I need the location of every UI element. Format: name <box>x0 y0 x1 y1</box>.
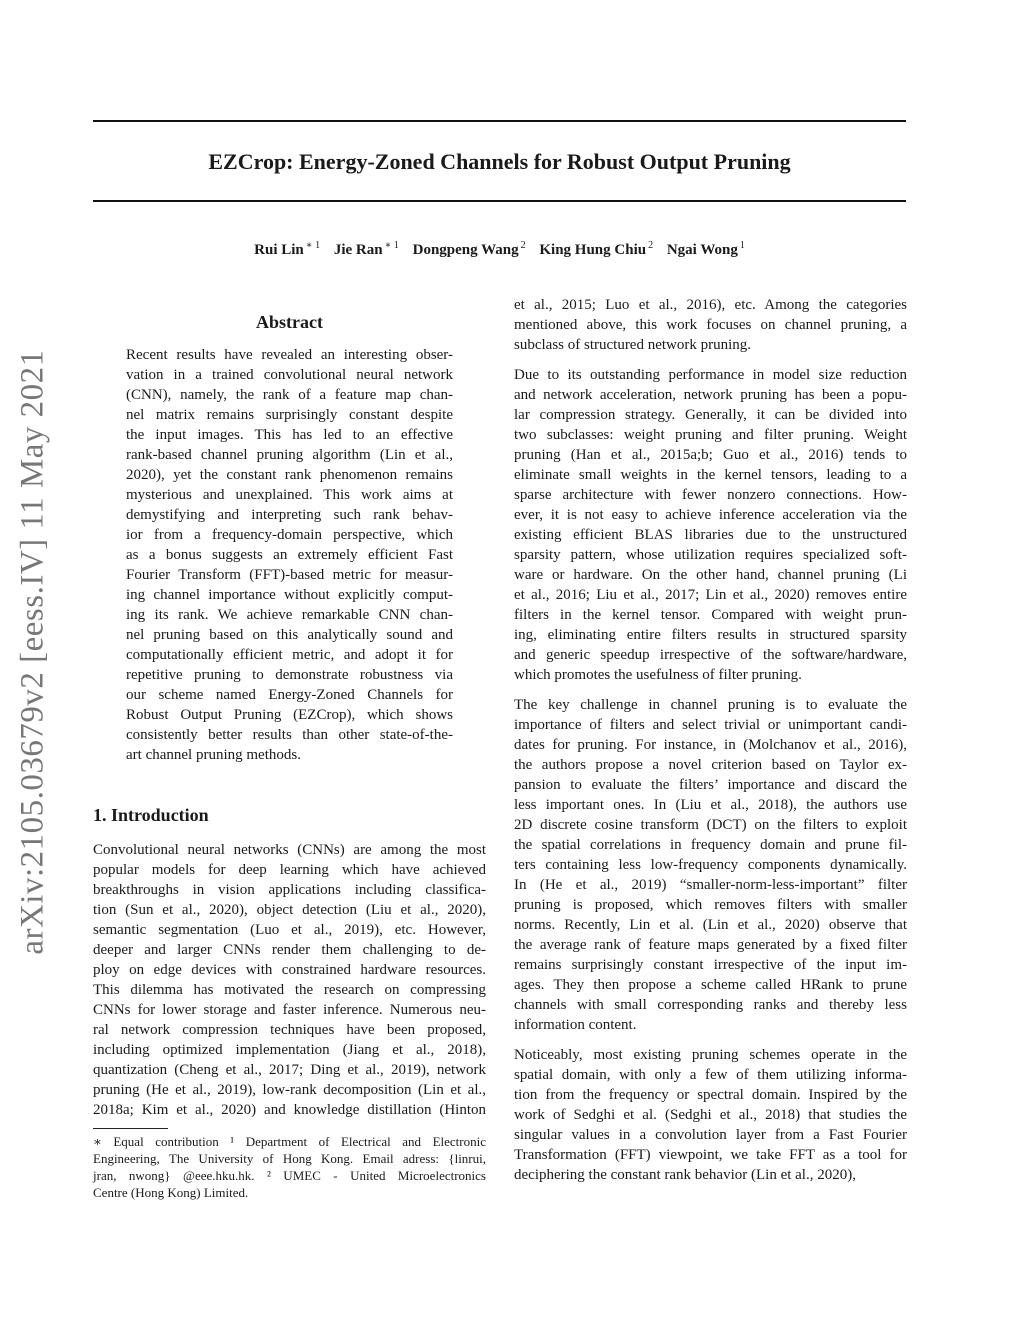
text-line: singular values in a convolution layer from a Fast Fourier <box>514 1127 907 1143</box>
text-line: the authors propose a novel criterion based on Taylor ex- <box>514 757 907 773</box>
text-line: In (He et al., 2019) “smaller-norm-less-important” filter <box>514 877 907 893</box>
text-line: The key challenge in channel pruning is to evaluate the <box>514 697 907 713</box>
text-line: work of Sedghi et al. (Sedghi et al., 2018) that studies the <box>514 1107 907 1123</box>
text-line: spatial domain, with only a few of them utilizing informa- <box>514 1067 907 1083</box>
text-line: the input images. This has led to an effective <box>126 427 453 443</box>
text-line: This dilemma has motivated the research on compressing <box>93 982 486 998</box>
text-line: and network acceleration, network pruning has been a popu- <box>514 387 907 403</box>
top-rule <box>93 120 906 122</box>
arxiv-identifier-sidebar: arXiv:2105.03679v2 [eess.IV] 11 May 2021 <box>14 348 51 955</box>
text-line: sparsity pattern, whose utilization requires specialized soft- <box>514 547 907 563</box>
text-line: ters containing less low-frequency components dynamically. <box>514 857 907 873</box>
text-line: eliminate small weights in the kernel tensors, leading to a <box>514 467 907 483</box>
text-line: et al., 2016; Liu et al., 2017; Lin et al., 2020) removes entire <box>514 587 907 603</box>
text-line: ior from a frequency-domain perspective, which <box>126 527 453 543</box>
text-line: pruning (He et al., 2019), low-rank decomposition (Lin et al., <box>93 1082 486 1098</box>
text-line: which promotes the usefulness of filter pruning. <box>514 667 802 683</box>
text-line: lar compression strategy. Generally, it can be divided into <box>514 407 907 423</box>
text-line: mysterious and unexplained. This work aims at <box>126 487 453 503</box>
text-line: nel matrix remains surprisingly constant despite <box>126 407 453 423</box>
text-line: as a bonus suggests an extremely efficient Fast <box>126 547 453 563</box>
text-line: et al., 2015; Luo et al., 2016), etc. Among the categories <box>514 297 907 313</box>
text-line: filters in the kernel tensor. Compared with weight prun- <box>514 607 907 623</box>
text-line: deeper and larger CNNs render them challenging to de- <box>93 942 486 958</box>
text-line: Recent results have revealed an interesting obser- <box>126 347 453 363</box>
right-column-paragraph <box>514 695 907 1035</box>
text-line: including optimized implementation (Jiang et al., 2018), <box>93 1042 486 1058</box>
text-line: remains surprisingly constant irrespective of the input im- <box>514 957 907 973</box>
text-line: ever, it is not easy to achieve inference acceleration via the <box>514 507 907 523</box>
text-line: the spatial correlations in frequency domain and prune fil- <box>514 837 907 853</box>
text-line: Transformation (FFT) viewpoint, we take FFT as a tool for <box>514 1147 907 1163</box>
text-line: 2018a; Kim et al., 2020) and knowledge distillation (Hinton <box>93 1102 486 1118</box>
right-column-paragraph <box>514 1045 907 1185</box>
text-line: demystifying and interpreting such rank behav- <box>126 507 453 523</box>
text-line: ing, eliminating entire filters results in structured sparsity <box>514 627 907 643</box>
text-line: and generic speedup irrespective of the software/hardware, <box>514 647 907 663</box>
text-line: ∗ Equal contribution ¹ Department of Electrical and Electronic <box>93 1134 486 1149</box>
author: Ngai Wong $^1$ <box>666 240 745 258</box>
text-line: computationally efficient metric, and adopt it for <box>126 647 453 663</box>
title-bottom-rule <box>93 200 906 202</box>
text-line: Centre (Hong Kong) Limited. <box>93 1185 249 1200</box>
author: Rui Lin $^{∗ 1}$ <box>254 240 321 258</box>
text-line: the average rank of feature maps generated by a fixed filter <box>514 937 907 953</box>
right-column-paragraph <box>514 295 907 355</box>
right-column-paragraph <box>514 365 907 685</box>
text-line: Robust Output Pruning (EZCrop), which shows <box>126 707 453 723</box>
introduction-heading: 1. Introduction <box>93 805 209 825</box>
text-line: tion from the frequency or spectral domain. Inspired by the <box>514 1087 907 1103</box>
author: Dongpeng Wang $^2$ <box>412 240 526 258</box>
text-line: existing efficient BLAS libraries due to the unstructured <box>514 527 907 543</box>
text-line: ploy on edge devices with constrained hardware resources. <box>93 962 486 978</box>
abstract-text <box>126 345 453 765</box>
text-line: quantization (Cheng et al., 2017; Ding et al., 2019), network <box>93 1062 486 1078</box>
text-line: our scheme named Energy-Zoned Channels for <box>126 687 453 703</box>
abstract-heading: Abstract <box>256 312 323 332</box>
text-line: CNNs for lower storage and faster inference. Numerous neu- <box>93 1002 486 1018</box>
text-line: jran, nwong} @eee.hku.hk. ² UMEC - United Microelectronics <box>93 1168 486 1183</box>
text-line: repetitive pruning to demonstrate robustness via <box>126 667 453 683</box>
text-line: norms. Recently, Lin et al. (Lin et al., 2020) observe that <box>514 917 907 933</box>
text-line: ing its rank. We achieve remarkable CNN chan- <box>126 607 453 623</box>
text-line: ral network compression techniques have been proposed, <box>93 1022 486 1038</box>
text-line: Noticeably, most existing pruning schemes operate in the <box>514 1047 907 1063</box>
paper-title: EZCrop: Energy-Zoned Channels for Robust Output Pruning <box>208 149 791 174</box>
text-line: nel pruning based on this analytically sound and <box>126 627 453 643</box>
text-line: (CNN), namely, the rank of a feature map chan- <box>126 387 453 403</box>
text-line: information content. <box>514 1017 637 1033</box>
text-line: pansion to evaluate the filters’ importance and discard the <box>514 777 907 793</box>
footnote-rule <box>93 1128 168 1129</box>
introduction-text <box>93 840 486 1120</box>
text-line: popular models for deep learning which have achieved <box>93 862 486 878</box>
text-line: Fourier Transform (FFT)-based metric for measur- <box>126 567 453 583</box>
text-line: tion (Sun et al., 2020), object detection (Liu et al., 2020), <box>93 902 486 918</box>
text-line: semantic segmentation (Luo et al., 2019), etc. However, <box>93 922 486 938</box>
text-line: art channel pruning methods. <box>126 747 301 763</box>
author: Jie Ran $^{∗ 1}$ <box>333 240 399 258</box>
text-line: Due to its outstanding performance in model size reduction <box>514 367 907 383</box>
text-line: rank-based channel pruning algorithm (Lin et al., <box>126 447 453 463</box>
text-line: mentioned above, this work focuses on channel pruning, a <box>514 317 907 333</box>
text-line: importance of filters and select trivial or unimportant candi- <box>514 717 907 733</box>
text-line: breakthroughs in vision applications including classifica- <box>93 882 486 898</box>
text-line: deciphering the constant rank behavior (Lin et al., 2020), <box>514 1167 856 1183</box>
text-line: sparse architecture with fewer nonzero connections. How- <box>514 487 907 503</box>
text-line: dates for pruning. For instance, in (Molchanov et al., 2016), <box>514 737 907 753</box>
author-list <box>93 236 906 260</box>
text-line: subclass of structured network pruning. <box>514 337 752 353</box>
text-line: two subclasses: weight pruning and filter pruning. Weight <box>514 427 907 443</box>
text-line: ages. They then propose a scheme called HRank to prune <box>514 977 907 993</box>
text-line: consistently better results than other state-of-the- <box>126 727 453 743</box>
text-line: 2020), yet the constant rank phenomenon remains <box>126 467 453 483</box>
text-line: pruning (Han et al., 2015a;b; Guo et al., 2016) tends to <box>514 447 907 463</box>
author: King Hung Chiu $^2$ <box>539 240 654 258</box>
text-line: channels with small corresponding ranks and thereby less <box>514 997 907 1013</box>
text-line: pruning is proposed, which removes filters with smaller <box>514 897 907 913</box>
text-line: less important ones. In (Liu et al., 2018), the authors use <box>514 797 907 813</box>
text-line: ware or hardware. On the other hand, channel pruning (Li <box>514 567 907 583</box>
text-line: vation in a trained convolutional neural network <box>126 367 453 383</box>
footnote <box>93 1133 486 1201</box>
text-line: ing channel importance without explicitly comput- <box>126 587 453 603</box>
text-line: Engineering, The University of Hong Kong. Email adress: {linrui, <box>93 1151 486 1166</box>
text-line: Convolutional neural networks (CNNs) are among the most <box>93 842 486 858</box>
text-line: 2D discrete cosine transform (DCT) on the filters to exploit <box>514 817 907 833</box>
